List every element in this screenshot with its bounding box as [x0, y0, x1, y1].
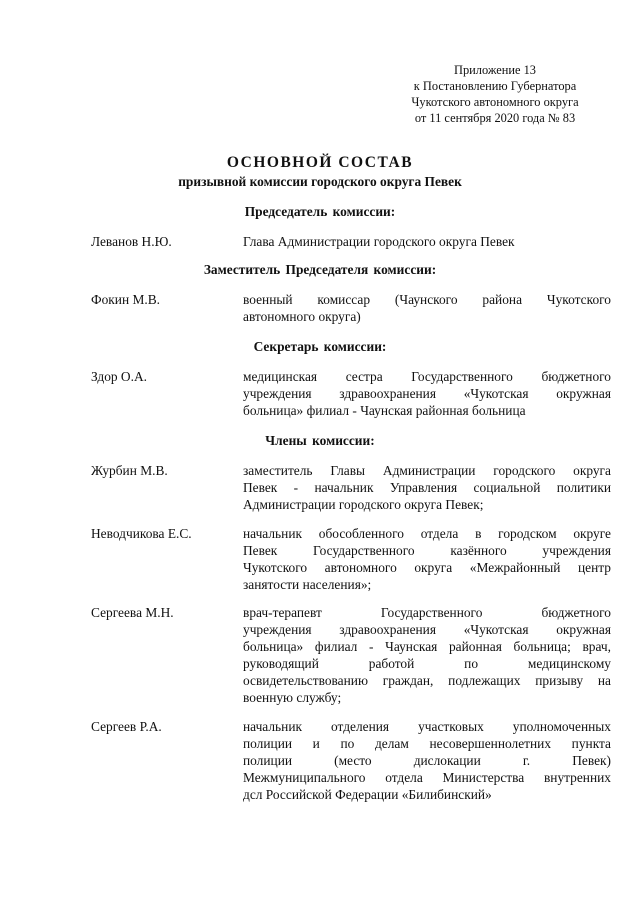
person-name: Неводчикова Е.С. [91, 526, 192, 541]
role-line: начальник обособленного отдела в городском округе [243, 526, 611, 541]
person-role [243, 604, 611, 706]
role-line: полиции (место дислокации г. Певек) [243, 753, 611, 768]
document-title: ОСНОВНОЙ СОСТАВ [226, 154, 414, 171]
role-line: учреждения здравоохранения «Чукотская окружная [243, 386, 611, 401]
role-line: освидетельствованию граждан, подлежащих призыву на [243, 673, 611, 688]
appendix-line: к Постановлению Губернатора [413, 79, 577, 93]
role-line: военный комиссар (Чаунского района Чукотского [243, 292, 611, 307]
section-heading-secretary: Секретарь комиссии: [253, 339, 387, 354]
document-subtitle: призывной комиссии городского округа Певек [178, 174, 462, 189]
role-line: занятости населения»; [243, 577, 372, 592]
person-name: Леванов Н.Ю. [91, 234, 172, 249]
role-line: Администрации городского округа Певек; [243, 497, 484, 512]
person-name: Сергеева М.Н. [91, 605, 174, 620]
role-line: заместитель Главы Администрации городского округа [243, 463, 611, 478]
section-heading-deputy: Заместитель Председателя комиссии: [203, 262, 437, 277]
person-name: Здор О.А. [91, 369, 147, 384]
section-heading-chairman: Председатель комиссии: [244, 204, 396, 219]
appendix-line: от 11 сентября 2020 года № 83 [414, 111, 576, 125]
role-line: начальник отделения участковых уполномоченных [243, 719, 611, 734]
person-role [243, 368, 611, 419]
person-role [243, 291, 611, 325]
role-line: руководящий работой по медицинскому [243, 656, 611, 671]
role-line: полиции и по делам несовершеннолетних пункта [243, 736, 611, 751]
person-role [243, 233, 611, 250]
person-name: Сергеев Р.А. [91, 719, 162, 734]
person-role [243, 525, 611, 593]
role-line: Межмуниципального отдела Министерства внутренних [243, 770, 611, 785]
appendix-block [380, 62, 610, 126]
role-line: Чукотского автономного округа «Межрайонный центр [243, 560, 611, 575]
person-role [243, 462, 611, 513]
appendix-line: Приложение 13 [454, 63, 536, 77]
person-name: Журбин М.В. [91, 463, 168, 478]
role-line: военную службу; [243, 690, 342, 705]
person-name: Фокин М.В. [91, 292, 160, 307]
role-line: автономного округа) [243, 309, 361, 324]
appendix-line: Чукотского автономного округа [411, 95, 579, 109]
role-line: дсл Российской Федерации «Билибинский» [243, 787, 492, 802]
role-line: Певек - начальник Управления социальной политики [243, 480, 611, 495]
person-role [243, 718, 611, 803]
section-heading-members: Члены комиссии: [265, 433, 375, 448]
role-line: Глава Администрации городского округа Певек [243, 234, 515, 249]
role-line: врач-терапевт Государственного бюджетного [243, 605, 611, 620]
role-line: учреждения здравоохранения «Чукотская окружная [243, 622, 611, 637]
role-line: больница» филиал - Чаунская районная больница [243, 403, 526, 418]
role-line: больница» филиал - Чаунская районная больница; врач, [243, 639, 611, 654]
role-line: Певек Государственного казённого учреждения [243, 543, 611, 558]
role-line: медицинская сестра Государственного бюджетного [243, 369, 611, 384]
